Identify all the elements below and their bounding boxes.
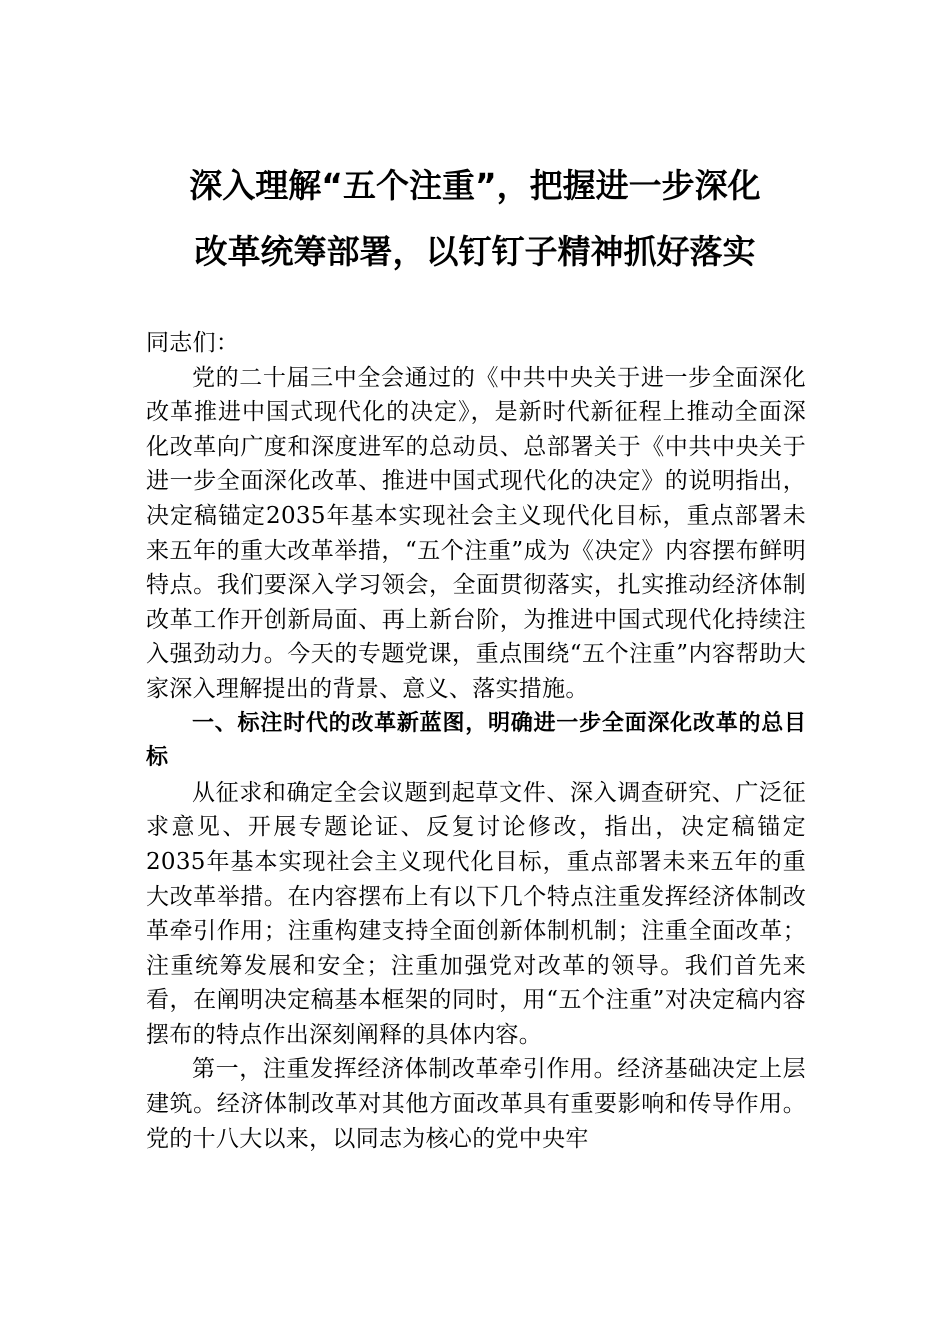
salutation: 同志们：	[146, 330, 240, 356]
document-title-line-2: 改革统筹部署，以钉钉子精神抓好落实	[194, 232, 756, 271]
paragraph-section-1: 从征求和确定全会议题到起草文件、深入调查研究、广泛征求意见、开展专题论证、反复讨论修改，指出，决定稿锚定2035年基本实现社会主义现代化目标，重点部署未来五年的重大改革举措。在内容摆布上有以下几个特点注重发挥经济体制改革牵引作用；注重构建支持全面创新体制机制；注重全面改革；注重统筹发展和安全；注重加强党对改革的领导。我们首先来看，在阐明决定稿基本框架的同时，用“五个注重”对决定稿内容摆布的特点作出深刻阐释的具体内容。	[146, 779, 806, 1048]
paragraph-first-point: 第一，注重发挥经济体制改革牵引作用。经济基础决定上层建筑。经济体制改革对其他方面改革具有重要影响和传导作用。党的十八大以来，以同志为核心的党中央牢	[146, 1056, 806, 1152]
paragraph-intro: 党的二十届三中全会通过的《中共中央关于进一步全面深化改革推进中国式现代化的决定》，是新时代新征程上推动全面深化改革向广度和深度进军的总动员、总部署关于《中共中央关于进一步全面深化改革、推进中国式现代化的决定》的说明指出，决定稿锚定2035年基本实现社会主义现代化目标，重点部署未来五年的重大改革举措，“五个注重”成为《决定》内容摆布鲜明特点。我们要深入学习领会，全面贯彻落实，扎实推动经济体制改革工作开创新局面、再上新台阶，为推进中国式现代化持续注入强劲动力。今天的专题党课，重点围绕“五个注重”内容帮助大家深入理解提出的背景、意义、落实措施。	[146, 364, 806, 702]
section-heading-1: 一、标注时代的改革新蓝图，明确进一步全面深化改革的总目标	[146, 710, 806, 771]
document-title-line-1: 深入理解“五个注重”，把握进一步深化	[189, 166, 761, 205]
document-body	[146, 326, 806, 1156]
